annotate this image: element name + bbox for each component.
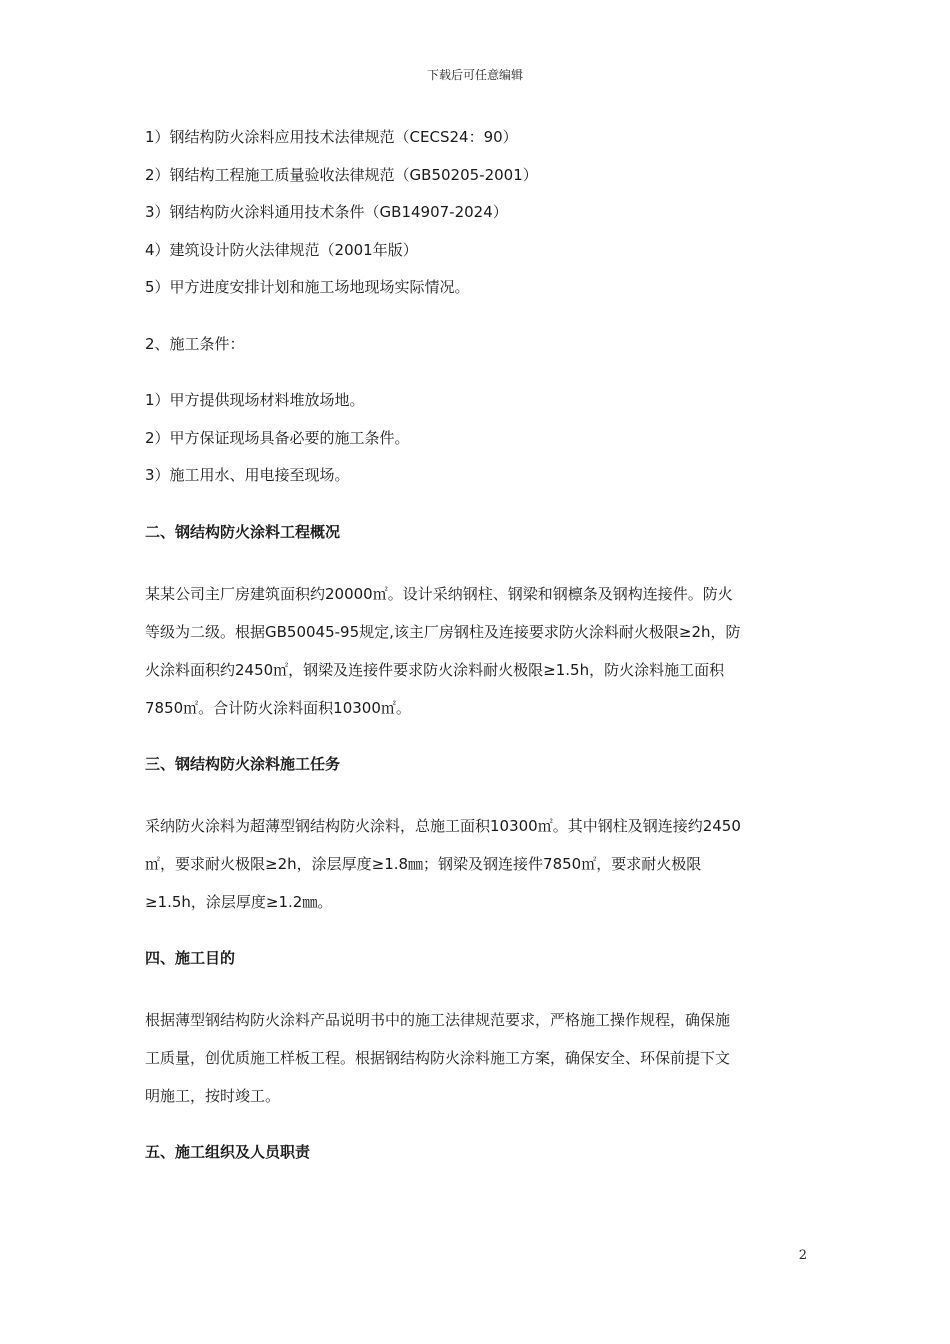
list-item: 2）钢结构工程施工质量验收法律规范（GB50205-2001）: [145, 165, 538, 184]
section-heading-purpose: 四、施工目的: [145, 948, 236, 967]
document-body: [145, 124, 807, 1165]
basis-list: [145, 124, 807, 300]
paragraph-line: 等级为二级。根据GB50045-95规定,该主厂房钢柱及连接要求防火涂料耐火极限≥2h，防: [145, 622, 741, 641]
list-item: 2）甲方保证现场具备必要的施工条件。: [145, 428, 410, 447]
list-item: 3）钢结构防火涂料通用技术条件（GB14907-2024）: [145, 203, 508, 221]
paragraph-line: 火涂料面积约2450㎡，钢梁及连接件要求防火涂料耐火极限≥1.5h，防火涂料施工面积: [145, 660, 725, 679]
page-header: 下载后可任意编辑: [426, 68, 523, 82]
paragraph-line: 工质量，创优质施工样板工程。根据钢结构防火涂料施工方案，确保安全、环保前提下文: [145, 1048, 731, 1067]
list-item: 5）甲方进度安排计划和施工场地现场实际情况。: [145, 278, 470, 296]
paragraph-line: ㎡，要求耐火极限≥2h，涂层厚度≥1.8㎜；钢梁及钢连接件7850㎡，要求耐火极限: [145, 854, 702, 873]
tasks-paragraph: [145, 807, 807, 921]
section-heading-organization: 五、施工组织及人员职责: [145, 1142, 311, 1161]
paragraph-line: 采纳防火涂料为超薄型钢结构防火涂料，总施工面积10300㎡。其中钢柱及钢连接约2450: [145, 816, 741, 835]
purpose-paragraph: [145, 1001, 807, 1115]
list-item: 1）钢结构防火涂料应用技术法律规范（CECS24：90）: [145, 128, 518, 146]
paragraph-line: ≥1.5h，涂层厚度≥1.2㎜。: [145, 892, 333, 911]
list-item: 1）甲方提供现场材料堆放场地。: [145, 391, 365, 409]
section-heading-overview: 二、钢结构防火涂料工程概况: [145, 522, 341, 541]
conditions-title: 2、施工条件：: [145, 334, 245, 353]
paragraph-line: 明施工，按时竣工。: [145, 1086, 281, 1105]
list-item: 3）施工用水、用电接至现场。: [145, 466, 350, 484]
page-number: 2: [798, 1248, 807, 1263]
overview-paragraph: [145, 575, 807, 727]
conditions-list: [145, 387, 807, 488]
section-heading-tasks: 三、钢结构防火涂料施工任务: [145, 754, 341, 773]
paragraph-line: 某某公司主厂房建筑面积约20000㎡。设计采纳钢柱、钢梁和钢檩条及钢构连接件。防火: [145, 584, 733, 603]
paragraph-line: 根据薄型钢结构防火涂料产品说明书中的施工法律规范要求，严格施工操作规程，确保施: [145, 1010, 731, 1029]
list-item: 4）建筑设计防火法律规范（2001年版）: [145, 240, 418, 259]
paragraph-line: 7850㎡。合计防火涂料面积10300㎡。: [145, 698, 411, 717]
